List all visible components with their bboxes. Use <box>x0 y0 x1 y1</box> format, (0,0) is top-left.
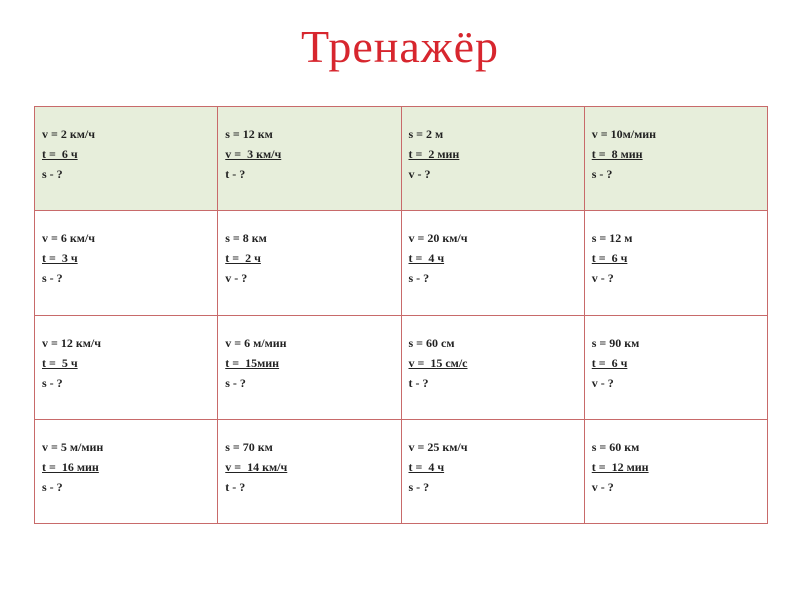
page-title: Тренажёр <box>301 21 499 72</box>
given-line: t = 2 ч <box>225 251 261 266</box>
given-line: s = 70 км <box>225 439 273 454</box>
given-line: s = 60 см <box>408 335 455 350</box>
given-line: t = 4 ч <box>408 251 445 266</box>
unknown-line: s - ? <box>42 375 63 390</box>
given-line: t = 16 мин <box>42 459 99 474</box>
unknown-line: v - ? <box>408 167 431 181</box>
given-line: v = 5 м/мин <box>42 439 104 454</box>
given-line: v = 6 км/ч <box>42 231 96 246</box>
unknown-line: t - ? <box>225 167 246 181</box>
given-line: t = 3 ч <box>42 251 78 266</box>
unknown-line: s - ? <box>408 479 430 494</box>
given-line: t = 12 мин <box>591 459 649 474</box>
table-row <box>35 107 768 211</box>
problem-cell <box>584 419 767 523</box>
problem-cell <box>584 107 767 211</box>
given-line: s = 12 м <box>591 231 633 246</box>
given-line: t = 8 мин <box>591 147 643 161</box>
problem-cell <box>35 419 218 523</box>
unknown-line: v - ? <box>591 271 614 286</box>
given-line: v = 12 км/ч <box>42 335 102 350</box>
given-line: t = 15мин <box>225 355 280 370</box>
table-row <box>35 315 768 419</box>
unknown-line: t - ? <box>225 479 246 494</box>
table-row <box>35 211 768 315</box>
problem-cell <box>218 211 401 315</box>
problem-cell <box>35 315 218 419</box>
given-line: v = 25 км/ч <box>408 439 468 454</box>
problem-cell <box>218 107 401 211</box>
given-line: s = 2 м <box>408 127 444 141</box>
unknown-line: s - ? <box>225 375 246 390</box>
given-line: s = 90 км <box>591 335 640 350</box>
unknown-line: v - ? <box>591 375 614 390</box>
given-line: t = 2 мин <box>408 147 460 161</box>
given-line: t = 6 ч <box>591 251 628 266</box>
problem-cell <box>218 315 401 419</box>
given-line: s = 60 км <box>591 439 640 454</box>
unknown-line: s - ? <box>408 271 430 286</box>
given-line: v = 20 км/ч <box>408 231 468 246</box>
unknown-line: s - ? <box>591 167 613 181</box>
given-line: v = 6 м/мин <box>225 335 287 350</box>
problem-cell <box>401 315 584 419</box>
given-line: v = 14 км/ч <box>225 459 288 474</box>
unknown-line: s - ? <box>42 167 63 181</box>
table-row <box>35 419 768 523</box>
problem-cell <box>35 211 218 315</box>
given-line: v = 3 км/ч <box>225 147 282 161</box>
problem-cell <box>584 315 767 419</box>
given-line: v = 10м/мин <box>591 127 657 141</box>
unknown-line: v - ? <box>591 479 614 494</box>
given-line: v = 15 см/с <box>408 355 468 370</box>
given-line: t = 6 ч <box>591 355 628 370</box>
problem-cell <box>584 211 767 315</box>
unknown-line: v - ? <box>225 271 248 286</box>
unknown-line: t - ? <box>408 375 429 390</box>
problem-cell <box>401 107 584 211</box>
given-line: t = 6 ч <box>42 147 78 161</box>
given-line: s = 8 км <box>225 231 267 246</box>
problem-cell <box>35 107 218 211</box>
given-line: t = 4 ч <box>408 459 445 474</box>
given-line: t = 5 ч <box>42 355 78 370</box>
problem-cell <box>401 211 584 315</box>
exercise-table <box>34 106 768 524</box>
unknown-line: s - ? <box>42 479 63 494</box>
given-line: s = 12 км <box>225 127 273 141</box>
unknown-line: s - ? <box>42 271 63 286</box>
problem-cell <box>401 419 584 523</box>
problem-cell <box>218 419 401 523</box>
given-line: v = 2 км/ч <box>42 127 96 141</box>
